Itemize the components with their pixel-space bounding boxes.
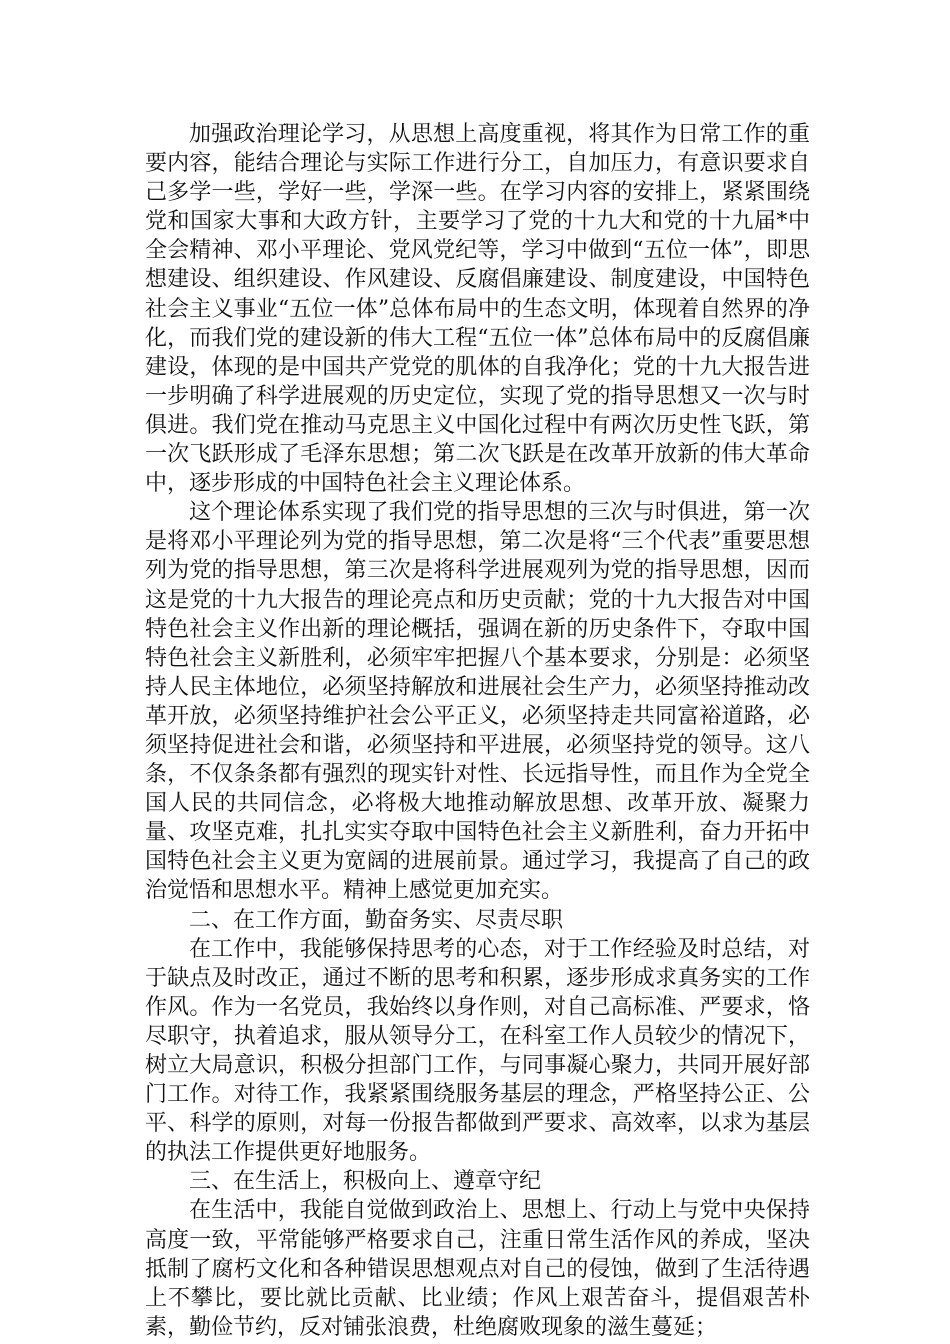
section-heading-work: 二、在工作方面，勤奋务实、尽责尽职 <box>189 907 564 933</box>
document-body <box>145 120 810 1342</box>
paragraph-political-study: 加强政治理论学习，从思想上高度重视，将其作为日常工作的重要内容，能结合理论与实际工作进行分工，自加压力，有意识要求自己多学一些，学好一些，学深一些。在学习内容的安排上，紧紧围绕党和国家大事和大政方针，主要学习了党的十九大和党的十九届*中全会精神、邓小平理论、党风党纪等，学习中做到“五位一体”，即思想建设、组织建设、作风建设、反腐倡廉建设、制度建设，中国特色社会主义事业“五位一体”总体布局中的生态文明，体现着自然界的净化，而我们党的建设新的伟大工程“五位一体”总体布局中的反腐倡廉建设，体现的是中国共产党党的肌体的自我净化；党的十九大报告进一步明确了科学进展观的历史定位，实现了党的指导思想又一次与时俱进。我们党在推动马克思主义中国化过程中有两次历史性飞跃，第一次飞跃形成了毛泽东思想；第二次飞跃是在改革开放新的伟大革命中，逐步形成的中国特色社会主义理论体系。 <box>145 122 810 497</box>
section-heading-life: 三、在生活上，积极向上、遵章守纪 <box>189 1169 542 1195</box>
paragraph-life: 在生活中，我能自觉做到政治上、思想上、行动上与党中央保持高度一致，平常能够严格要求自己，注重日常生活作风的养成，坚决抵制了腐朽文化和各种错误思想观点对自己的侵蚀，做到了生活待遇上不攀比，要比就比贡献、比业绩；作风上艰苦奋斗，提倡艰苦朴素，勤俭节约，反对铺张浪费，杜绝腐败现象的滋生蔓延； <box>145 1198 810 1340</box>
paragraph-work: 在工作中，我能够保持思考的心态，对于工作经验及时总结，对于缺点及时改正，通过不断的思考和积累，逐步形成求真务实的工作作风。作为一名党员，我始终以身作则，对自己高标准、严要求，恪尽职守，执着追求，服从领导分工，在科室工作人员较少的情况下，树立大局意识，积极分担部门工作，与同事凝心聚力，共同开展好部门工作。对待工作，我紧紧围绕服务基层的理念，严格坚持公正、公平、科学的原则，对每一份报告都做到严要求、高效率，以求为基层的执法工作提供更好地服务。 <box>145 936 810 1166</box>
paragraph-theory-system: 这个理论体系实现了我们党的指导思想的三次与时俱进，第一次是将邓小平理论列为党的指导思想，第二次是将“三个代表”重要思想列为党的指导思想，第三次是将科学进展观列为党的指导思想，因而这是党的十九大报告的理论亮点和历史贡献；党的十九大报告对中国特色社会主义作出新的理论概括，强调在新的历史条件下，夺取中国特色社会主义新胜利，必须牢牢把握八个基本要求，分别是：必须坚持人民主体地位，必须坚持解放和进展社会生产力，必须坚持推动改革开放，必须坚持维护社会公平正义，必须坚持走共同富裕道路，必须坚持促进社会和谐，必须坚持和平进展，必须坚持党的领导。这八条，不仅条条都有强烈的现实针对性、长远指导性，而且作为全党全国人民的共同信念，必将极大地推动解放思想、改革开放、凝聚力量、攻坚克难，扎扎实实夺取中国特色社会主义新胜利，奋力开拓中国特色社会主义更为宽阔的进展前景。通过学习，我提高了自己的政治觉悟和思想水平。精神上感觉更加充实。 <box>145 500 810 904</box>
